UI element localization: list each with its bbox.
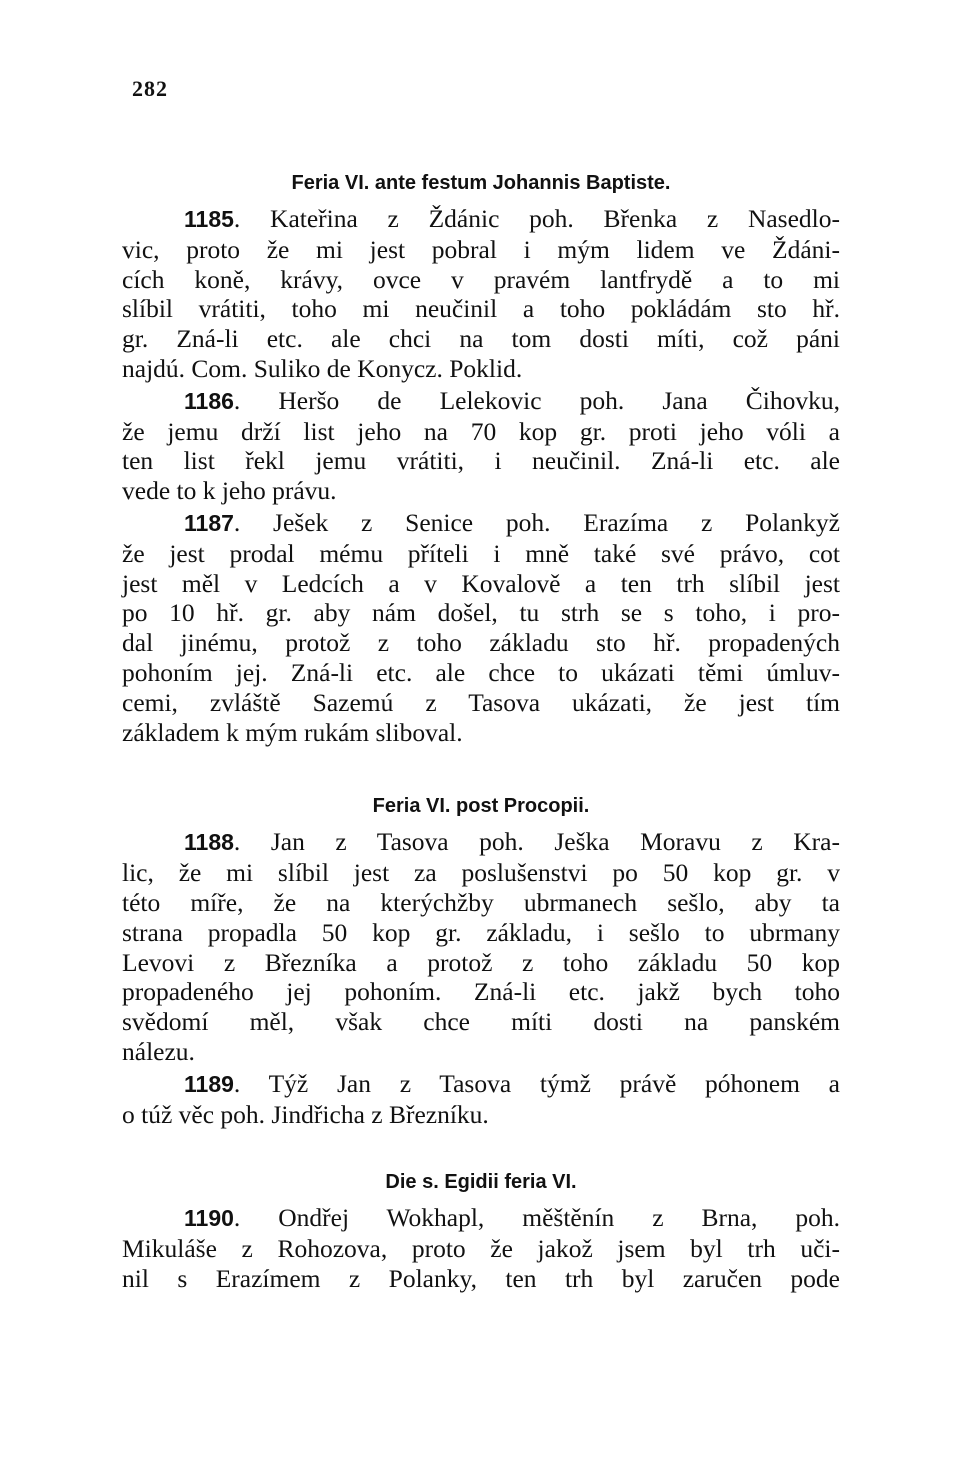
entry-line: základem k mým rukám sliboval. bbox=[122, 717, 463, 747]
entry-line: najdú. Com. Suliko de Konycz. Poklid. bbox=[122, 353, 523, 383]
entry-1187 bbox=[122, 508, 840, 747]
entry-line: vede to k jeho právu. bbox=[122, 476, 337, 506]
entry-line: cemi, zvláště Sazemú z Tasova ukázati, že jest tím bbox=[122, 687, 840, 717]
entry-line: propadeného jej pohoním. Zná-li etc. jakž bych toho bbox=[122, 977, 840, 1007]
entry-line: pohoním jej. Zná-li etc. ale chce to ukázati těmi úmluv- bbox=[122, 657, 840, 687]
entry-number: 1187 bbox=[184, 509, 234, 536]
entry-line: slíbil vrátiti, toho mi neučinil a toho pokládám sto hř. bbox=[122, 294, 840, 324]
entry-line: 1186. Heršo de Lelekovic poh. Jana Čihovku, bbox=[184, 385, 840, 415]
entry-number: 1190 bbox=[184, 1205, 234, 1232]
entry-line: Levovi z Březníka a protož z toho základu 50 kop bbox=[122, 947, 840, 977]
entry-line: jest měl v Ledcích a v Kovalově a ten trh slíbil jest bbox=[122, 568, 840, 598]
entry-line: lic, že mi slíbil jest za poslušenstvi po 50 kop gr. v bbox=[122, 858, 840, 888]
entry-line: strana propadla 50 kop gr. základu, i sešlo to ubrmany bbox=[122, 917, 840, 947]
entry-1186 bbox=[122, 386, 840, 506]
entry-1189 bbox=[122, 1069, 840, 1130]
entry-1185 bbox=[122, 204, 840, 384]
entry-line: že jest prodal mému příteli i mně také své právo, cot bbox=[122, 538, 840, 568]
entry-number: 1188 bbox=[184, 829, 234, 856]
entry-line: nil s Erazímem z Polanky, ten trh byl zaručen pode bbox=[122, 1263, 840, 1293]
entry-line: ten list řekl jemu vrátiti, i neučinil. Zná-li etc. ale bbox=[122, 446, 840, 476]
entry-line: této míře, že na kterýchžby ubrmanech sešlo, aby ta bbox=[122, 887, 840, 917]
entry-line: Mikuláše z Rohozova, proto že jakož jsem byl trh uči- bbox=[122, 1234, 840, 1264]
entry-line: 1187. Ješek z Senice poh. Erazíma z Polankyž bbox=[184, 507, 840, 537]
section-spacer bbox=[122, 747, 840, 791]
entry-line: cích koně, krávy, ovce v pravém lantfrydě a to mi bbox=[122, 264, 840, 294]
entry-line: nálezu. bbox=[122, 1036, 195, 1066]
entry-line: po 10 hř. gr. aby nám došel, tu strh se s toho, i pro- bbox=[122, 598, 840, 628]
entry-line: svědomí měl, však chce míti dosti na panském bbox=[122, 1007, 840, 1037]
text-column bbox=[122, 168, 840, 1294]
section-heading: Feria VI. post Procopii. bbox=[372, 795, 590, 818]
section-spacer bbox=[122, 1129, 840, 1167]
section-heading: Die s. Egidii feria VI. bbox=[385, 1171, 577, 1194]
entry-line: 1188. Jan z Tasova poh. Ješka Moravu z Kra- bbox=[184, 827, 840, 857]
entry-number: 1186 bbox=[184, 387, 234, 414]
entry-line: o túž věc poh. Jindřicha z Březníku. bbox=[122, 1099, 489, 1129]
entry-line: vic, proto že mi jest pobral i mým lidem ve Ždáni- bbox=[122, 234, 840, 264]
entry-line: 1185. Kateřina z Ždánic poh. Břenka z Nasedlo- bbox=[184, 204, 840, 233]
entry-number: 1185 bbox=[184, 206, 234, 232]
section-heading: Feria VI. ante festum Johannis Baptiste. bbox=[291, 172, 671, 194]
entry-1188 bbox=[122, 827, 840, 1066]
entry-1190 bbox=[122, 1203, 840, 1293]
entry-number: 1189 bbox=[184, 1070, 234, 1097]
page-number: 282 bbox=[132, 76, 168, 101]
entry-line: gr. Zná-li etc. ale chci na tom dosti míti, což páni bbox=[122, 324, 840, 354]
entry-line: že jemu drží list jeho na 70 kop gr. proti jeho vóli a bbox=[122, 416, 840, 446]
entry-line: 1190. Ondřej Wokhapl, měštěnín z Brna, poh. bbox=[184, 1203, 840, 1233]
entry-line: 1189. Týž Jan z Tasova týmž právě póhonem a bbox=[184, 1068, 840, 1098]
entry-line: dal jinému, protož z toho základu sto hř. propadených bbox=[122, 628, 840, 658]
